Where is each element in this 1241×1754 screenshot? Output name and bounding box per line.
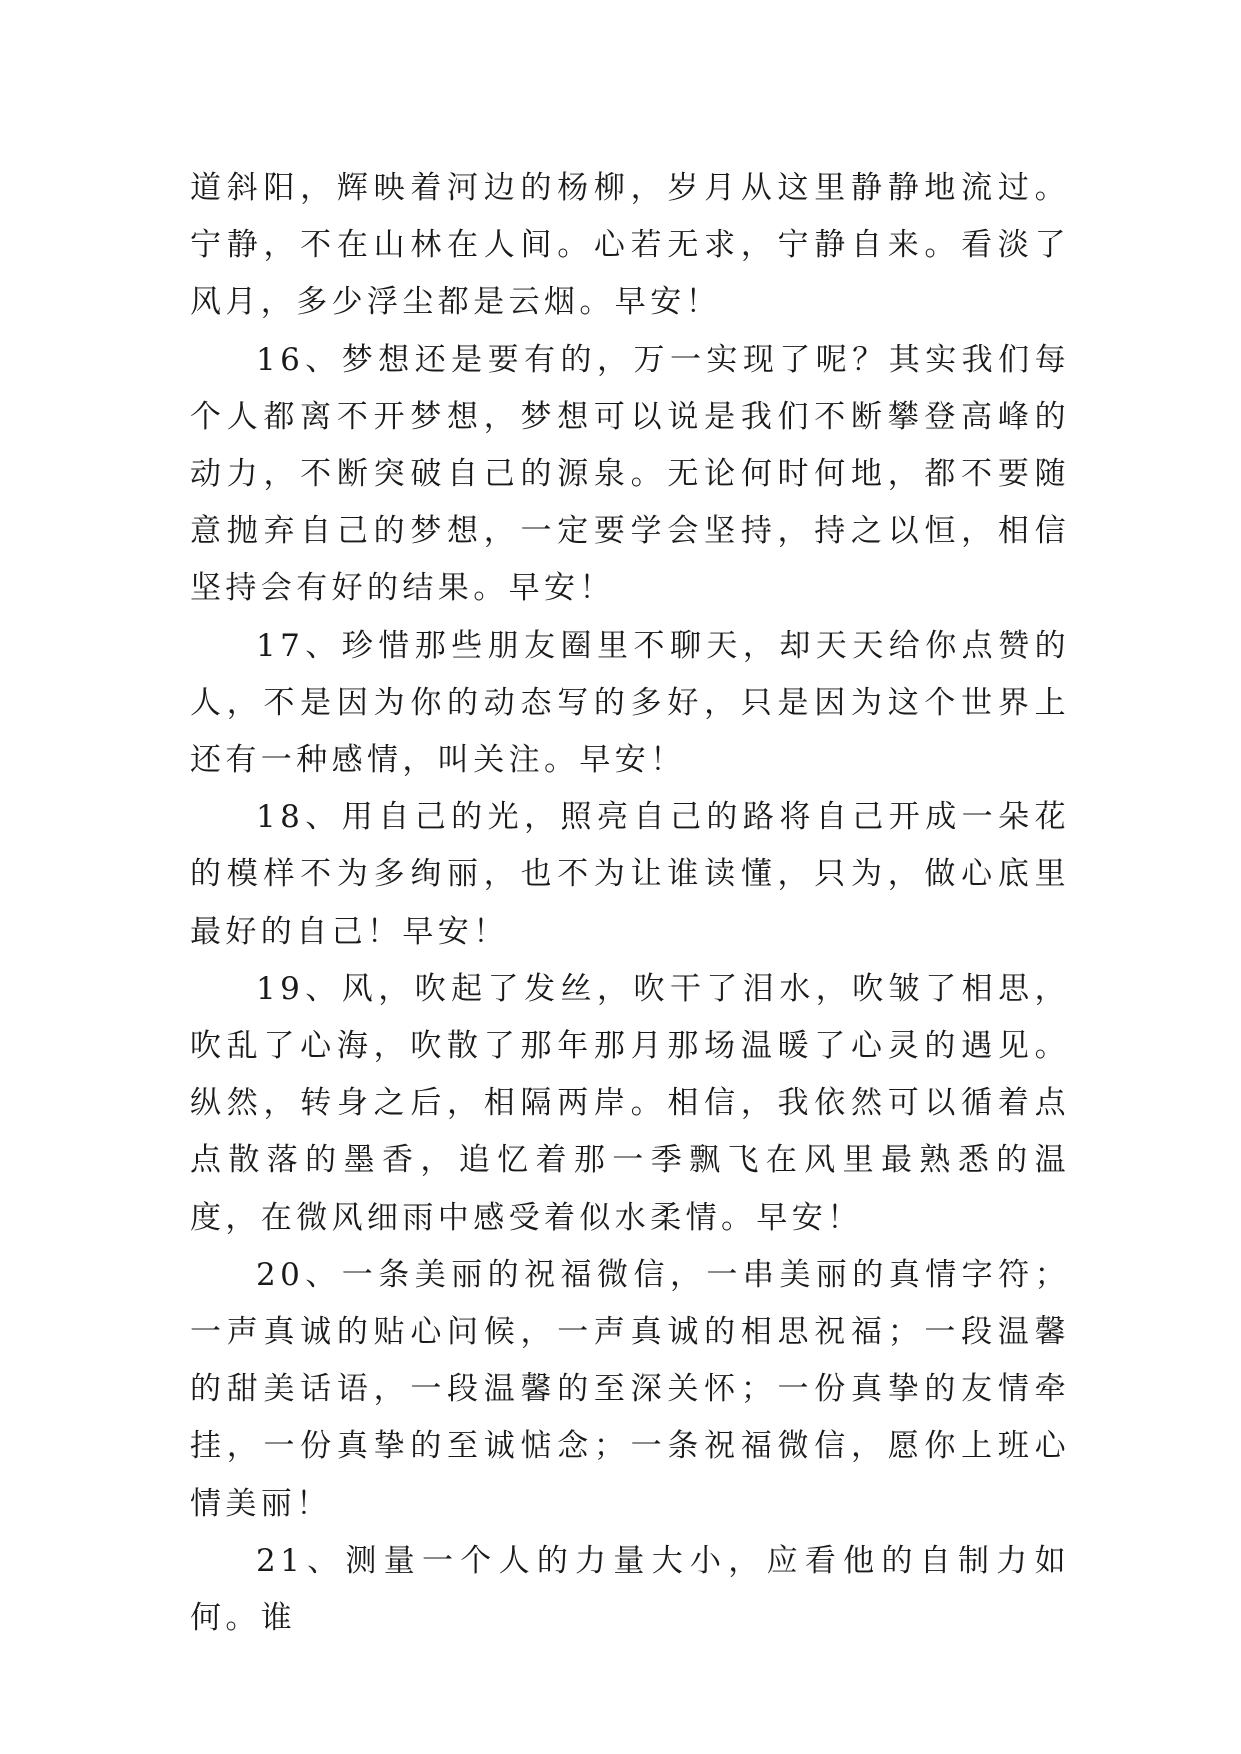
paragraph-19: 19、风，吹起了发丝，吹干了泪水，吹皱了相思，吹乱了心海，吹散了那年那月那场温暖了心灵的遇见。纵然，转身之后，相隔两岸。相信，我依然可以循着点点散落的墨香，追忆着那一季飘飞在风里最熟悉的温度，在微风细雨中感受着似水柔情。早安！ [190, 970, 1070, 1236]
paragraph-17: 17、珍惜那些朋友圈里不聊天，却天天给你点赞的人，不是因为你的动态写的多好，只是因为这个世界上还有一种感情，叫关注。早安！ [190, 627, 1070, 779]
paragraph-continuation: 道斜阳，辉映着河边的杨柳，岁月从这里静静地流过。宁静，不在山林在人间。心若无求，宁静自来。看淡了风月，多少浮尘都是云烟。早安！ [190, 170, 1070, 321]
document-body [190, 160, 1070, 1647]
paragraph-18: 18、用自己的光，照亮自己的路将自己开成一朵花的模样不为多绚丽，也不为让谁读懂，只为，做心底里最好的自己！早安！ [190, 799, 1070, 950]
paragraph-16: 16、梦想还是要有的，万一实现了呢？其实我们每个人都离不开梦想，梦想可以说是我们不断攀登高峰的动力，不断突破自己的源泉。无论何时何地，都不要随意抛弃自己的梦想，一定要学会坚持，持之以恒，相信坚持会有好的结果。早安！ [190, 341, 1070, 607]
paragraph-21: 21、测量一个人的力量大小，应看他的自制力如何。谁 [190, 1542, 1070, 1637]
paragraph-20: 20、一条美丽的祝福微信，一串美丽的真情字符；一声真诚的贴心问候，一声真诚的相思祝福；一段温馨的甜美话语，一段温馨的至深关怀；一份真挚的友情牵挂，一份真挚的至诚惦念；一条祝福微信，愿你上班心情美丽！ [190, 1256, 1070, 1522]
